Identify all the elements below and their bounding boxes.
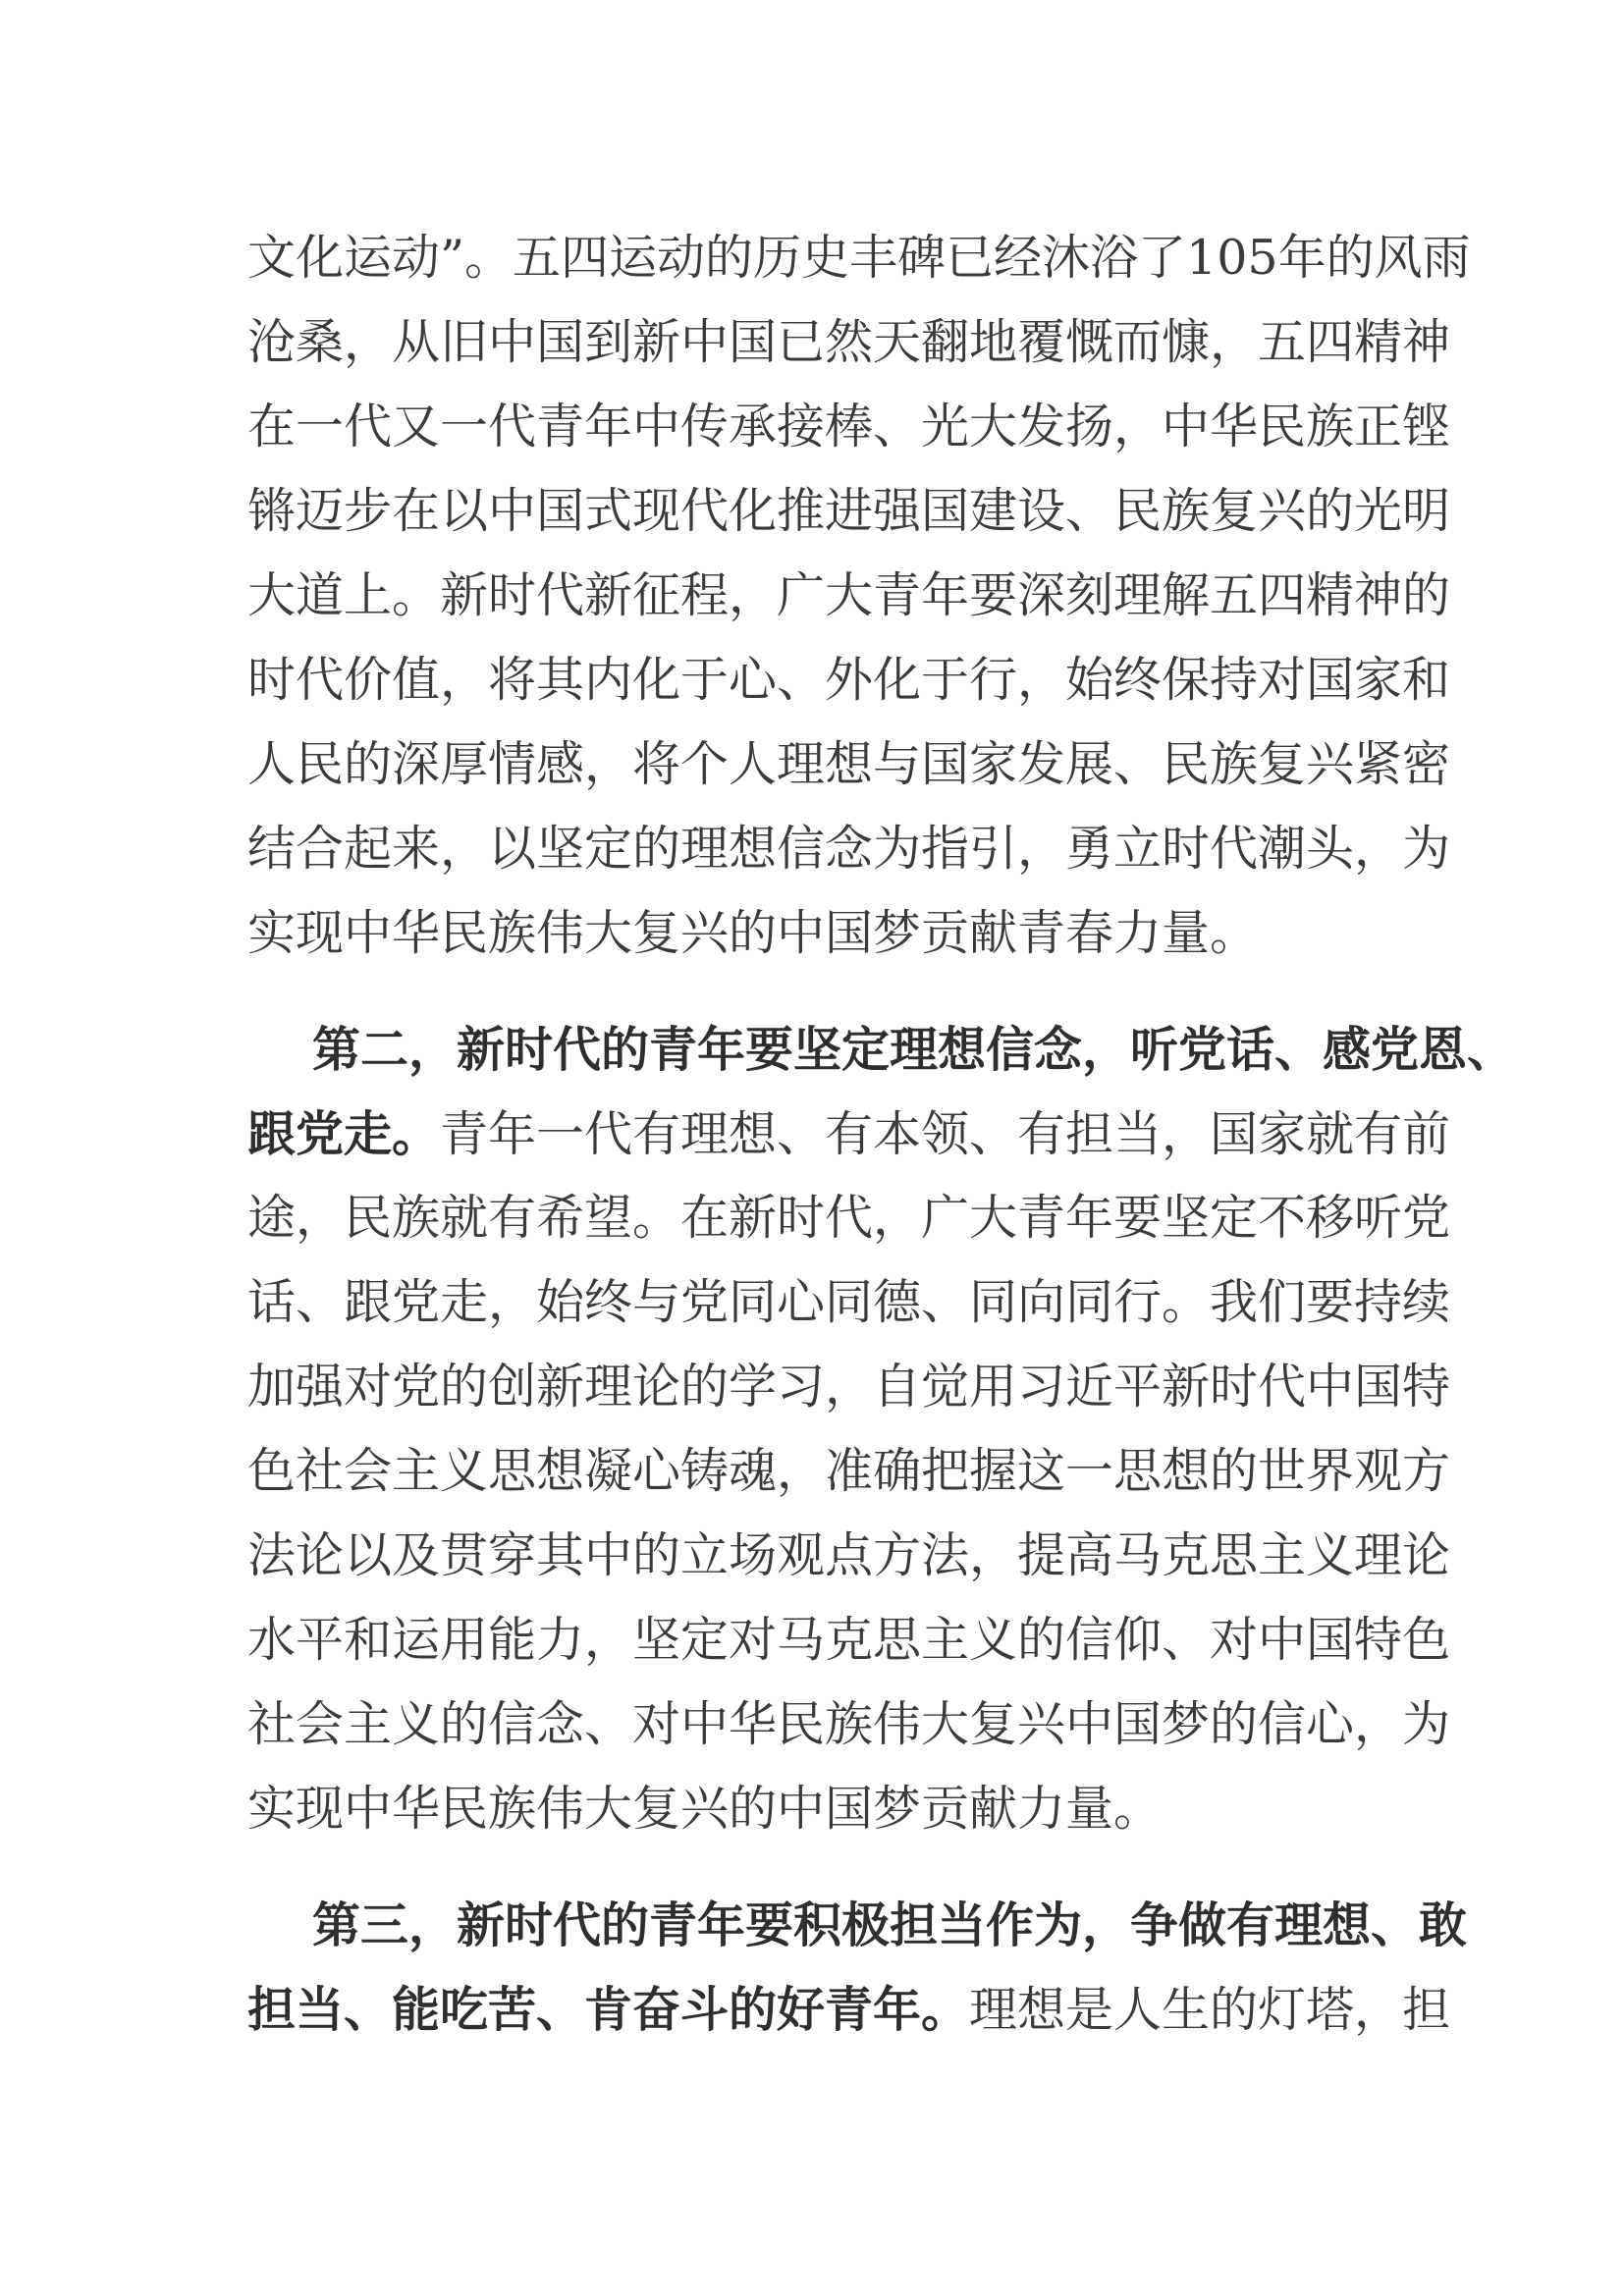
paragraph-2-line-3: 途，民族就有希望。在新时代，广大青年要坚定不移听党 <box>247 1190 1451 1246</box>
paragraph-1-line-1: 文化运动”。五四运动的历史丰碑已经沐浴了105年的风雨 <box>247 230 1471 286</box>
paragraph-2-line-4: 话、跟党走，始终与党同心同德、同向同行。我们要持续 <box>247 1274 1451 1330</box>
paragraph-1-line-3: 在一代又一代青年中传承接棒、光大发扬，中华民族正铿 <box>247 399 1451 454</box>
paragraph-1-line-8: 结合起来，以坚定的理想信念为指引，勇立时代潮头，为 <box>247 821 1451 877</box>
paragraph-2-line-2 <box>247 1092 1451 1176</box>
paragraph-3-line-2 <box>247 1967 1451 2052</box>
paragraph-2-line-7: 法论以及贯穿其中的立场观点方法，提高马克思主义理论 <box>247 1527 1451 1583</box>
paragraph-2-line-5: 加强对党的创新理论的学习，自觉用习近平新时代中国特 <box>247 1359 1451 1415</box>
paragraph-3-heading-end: 担当、能吃苦、肯奋斗的好青年。 <box>247 1981 970 2038</box>
paragraph-2-line-2-text: 青年一代有理想、有本领、有担当，国家就有前 <box>440 1106 1451 1162</box>
paragraph-3-heading-text: 第三，新时代的青年要积极担当作为，争做有理想、敢 <box>312 1896 1468 1953</box>
paragraph-1-line-9: 实现中华民族伟大复兴的中国梦贡献青春力量。 <box>247 905 1259 961</box>
paragraph-1-line-4: 锵迈步在以中国式现代化推进强国建设、民族复兴的光明 <box>247 483 1451 539</box>
paragraph-2-line-6: 色社会主义思想凝心铸魂，准确把握这一思想的世界观方 <box>247 1443 1451 1499</box>
paragraph-2-line-8: 水平和运用能力，坚定对马克思主义的信仰、对中国特色 <box>247 1612 1451 1668</box>
paragraph-2-heading-end: 跟党走。 <box>247 1105 441 1162</box>
paragraph-2-line-9: 社会主义的信念、对中华民族伟大复兴中国梦的信心，为 <box>247 1696 1451 1752</box>
paragraph-1-line-5: 大道上。新时代新征程，广大青年要深刻理解五四精神的 <box>247 567 1451 623</box>
paragraph-1-line-6: 时代价值，将其内化于心、外化于行，始终保持对国家和 <box>247 652 1451 708</box>
paragraph-3-heading-line-1 <box>312 1883 1471 1967</box>
paragraph-1-line-2: 沧桑，从旧中国到新中国已然天翻地覆慨而慷，五四精神 <box>247 314 1451 370</box>
paragraph-1-line-7: 人民的深厚情感，将个人理想与国家发展、民族复兴紧密 <box>247 736 1451 792</box>
paragraph-2-line-10: 实现中华民族伟大复兴的中国梦贡献力量。 <box>247 1781 1163 1837</box>
paragraph-3-line-2-text: 理想是人生的灯塔，担 <box>969 1982 1451 2038</box>
paragraph-2-heading-line-1 <box>312 1007 1516 1092</box>
paragraph-2-heading-text: 第二，新时代的青年要坚定理想信念，听党话、感党恩、 <box>312 1021 1516 1078</box>
